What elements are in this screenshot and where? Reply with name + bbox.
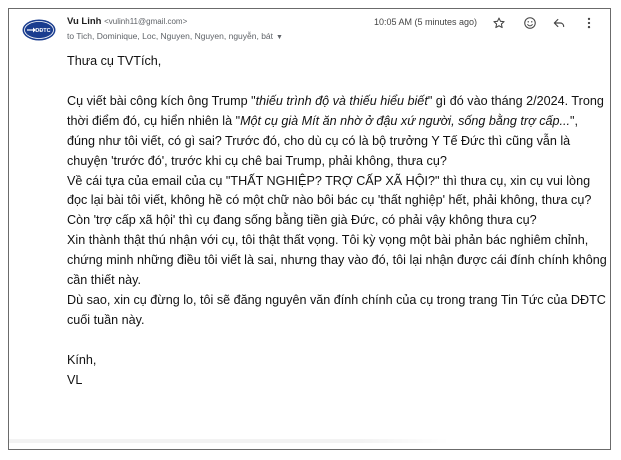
star-icon[interactable] xyxy=(490,14,508,32)
sender-avatar[interactable] xyxy=(22,19,56,41)
paragraph-3: Xin thành thật thú nhận với cụ, tôi thật thất vọng. Tôi kỳ vọng một bài phản bác nghiêm chỉnh, chứng minh những điều tôi viết là sai, nhưng thay vào đó, tôi lại nhận được cái đính chính không cần thiết này. xyxy=(67,233,607,288)
recipients-text: to Tich, Dominique, Loc, Nguyen, Nguyen, nguyễn, bát xyxy=(67,31,274,41)
more-options-icon[interactable] xyxy=(580,14,598,32)
email-body xyxy=(67,52,607,391)
paragraph-4: Dù sao, xin cụ đừng lo, tôi sẽ đăng nguyên văn đính chính của cụ trong trang Tin Tức của DĐTC cuối tuần này. xyxy=(67,292,606,327)
greeting: Thưa cụ TVTích, xyxy=(67,54,162,68)
paragraph-2: Về cái tựa của email của cụ "THẤT NGHIỆP? TRỢ CẤP XÃ HỘI?" thì thưa cụ, xin cụ vui lòng đọc lại bài tôi viết, không hề có một chữ nào bôi bác cụ 'thất nghiệp' hết, phải không, thưa cụ? Còn 'trợ cấp xã hội' thì cụ đang sống bằng tiền già Đức, có phải vậy không thưa cụ? xyxy=(67,173,592,228)
sender-line xyxy=(67,16,187,27)
signature: VL xyxy=(67,372,83,387)
sender-email: <vulinh11@gmail.com> xyxy=(104,17,188,26)
recipients-line[interactable] xyxy=(67,31,283,41)
paragraph-1: Cụ viết bài công kích ông Trump "thiếu trình độ và thiếu hiểu biết" gì đó vào tháng 2/2024. Trong thời điểm đó, cụ hiển nhiên là "Một cụ già Mít ăn nhờ ở đậu xứ người, sống bằng trợ cấp...", đúng như tôi viết, có gì sai? Trước đó, cho dù cụ có là bộ trưởng Y Tế Đức thì cũng vẫn là chuyện 'trước đó', trước khi cụ chê bai Trump, phải không, thưa cụ? xyxy=(67,93,604,168)
emoji-reaction-icon[interactable] xyxy=(521,14,539,32)
chevron-down-icon[interactable]: ▼ xyxy=(276,34,283,41)
quote-italic-2: Một cụ già Mít ăn nhờ ở đậu xứ người, sống bằng trợ cấp... xyxy=(240,113,571,128)
quote-italic-1: thiếu trình độ và thiếu hiểu biết xyxy=(255,93,428,108)
divider xyxy=(9,439,449,443)
closing: Kính, xyxy=(67,352,97,367)
avatar-logo-icon xyxy=(22,19,56,41)
sender-name[interactable]: Vu Linh xyxy=(67,16,102,27)
email-message-card xyxy=(8,8,611,450)
svg-text:DĐTC: DĐTC xyxy=(35,28,51,34)
reply-icon[interactable] xyxy=(550,14,568,32)
message-timestamp: 10:05 AM (5 minutes ago) xyxy=(374,17,478,27)
